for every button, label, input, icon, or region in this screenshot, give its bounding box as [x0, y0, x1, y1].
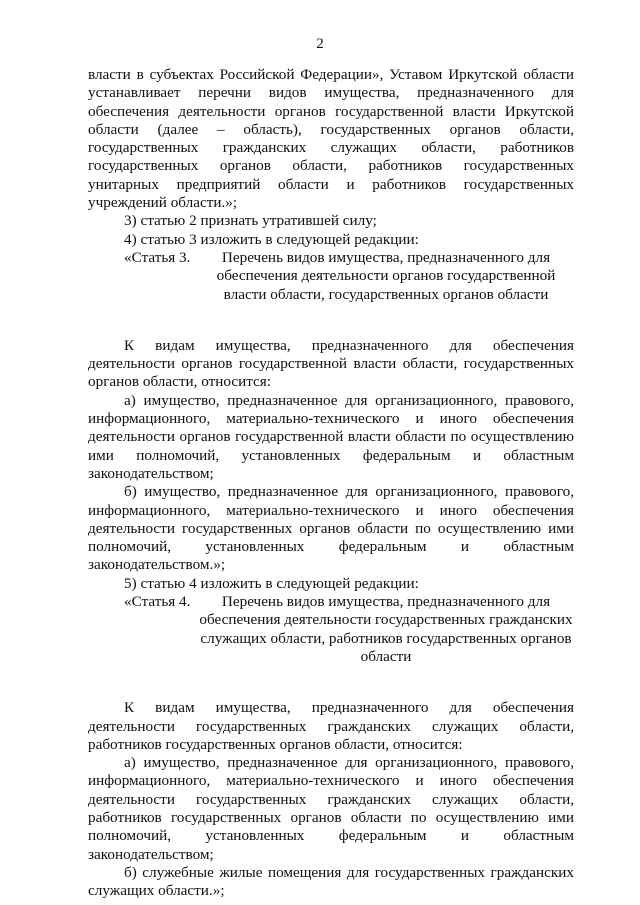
paragraph: а) имущество, предназначенное для организационного, правового, информационного, материально-технического и иного обеспечения деятельности государственных гражданских служащих области, работников государственных органов области по осуществлению ими полномочий, установленных федеральным и областным законодательством; — [88, 754, 574, 863]
paragraph: К видам имущества, предназначенного для обеспечения деятельности государственных гражданских служащих области, работников государственных органов области, относится: — [88, 699, 574, 753]
paragraph: б) служебные жилые помещения для государственных гражданских служащих области.»; — [88, 863, 574, 900]
paragraph: 4) статью 3 изложить в следующей редакции: — [124, 230, 419, 248]
article-title: Перечень видов имущества, предназначенного для обеспечения деятельности государственных гражданских служащих области, работников государственных органов области — [199, 593, 573, 665]
article-4-heading — [88, 593, 574, 666]
paragraph: б) имущество, предназначенное для организационного, правового, информационного, материально-технического и иного обеспечения деятельности государственных органов области по осуществлению ими полномочий, установленных федеральным и областным законодательством.»; — [88, 483, 574, 574]
paragraph: К видам имущества, предназначенного для обеспечения деятельности органов государственной власти области, государственных органов области, относится: — [88, 336, 574, 391]
document-body — [88, 66, 574, 900]
article-label: «Статья 3. — [124, 248, 191, 266]
article-label: «Статья 4. — [124, 593, 191, 611]
spacer — [88, 666, 574, 699]
article-title: Перечень видов имущества, предназначенного для обеспечения деятельности органов государственной власти области, государственных органов области — [216, 248, 556, 303]
spacer — [88, 304, 574, 337]
paragraph: 5) статью 4 изложить в следующей редакции: — [124, 574, 419, 592]
paragraph: 3) статью 2 признать утратившей силу; — [124, 212, 377, 230]
page-number: 2 — [316, 36, 324, 52]
article-3-heading — [88, 249, 574, 304]
paragraph: власти в субъектах Российской Федерации», Уставом Иркутской области устанавливает перечни видов имущества, предназначенного для обеспечения деятельности органов государственной власти Иркутской области (далее – область), государственных органов области, государственных гражданских служащих области, работников государственных органов области, работников государственных унитарных предприятий области и работников государственных учреждений области.»; — [88, 66, 574, 212]
paragraph: а) имущество, предназначенное для организационного, правового, информационного, материально-технического и иного обеспечения деятельности органов государственной власти области по осуществлению ими полномочий, установленных федеральным и областным законодательством; — [88, 391, 574, 482]
